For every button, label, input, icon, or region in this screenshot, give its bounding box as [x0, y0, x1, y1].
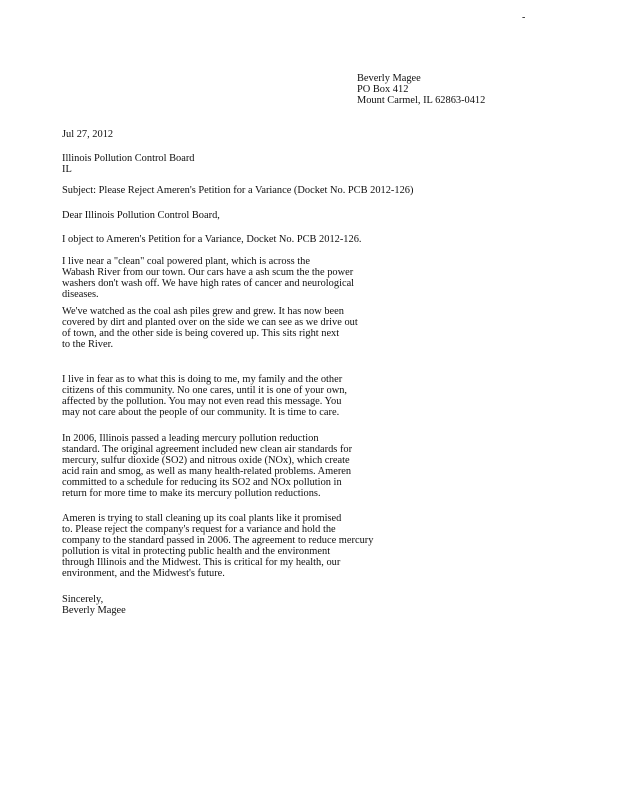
sender-address-line2: Mount Carmel, IL 62863-0412 — [357, 95, 486, 106]
body-paragraph-3 — [62, 306, 358, 350]
sender-address-line1: PO Box 412 — [357, 84, 409, 95]
paragraph-line: affected by the pollution. You may not even read this message. You — [62, 396, 342, 407]
paragraph-line: We've watched as the coal ash piles grew and grew. It has now been — [62, 306, 344, 317]
sender-name: Beverly Magee — [357, 73, 421, 84]
paragraph-line: In 2006, Illinois passed a leading mercury pollution reduction — [62, 433, 319, 444]
recipient-state: IL — [62, 164, 72, 175]
paragraph-line: Ameren is trying to stall cleaning up its coal plants like it promised — [62, 513, 342, 524]
paragraph-line: citizens of this community. No one cares, until it is one of your own, — [62, 385, 348, 396]
paragraph-line: may not care about the people of our community. It is time to care. — [62, 407, 340, 418]
paragraph-line: covered by dirt and planted over on the side we can see as we drive out — [62, 317, 358, 328]
salutation: Dear Illinois Pollution Control Board, — [62, 210, 220, 221]
paragraph-line: I live in fear as to what this is doing to me, my family and the other — [62, 374, 343, 385]
paragraph-line: I live near a "clean" coal powered plant, which is across the — [62, 256, 310, 267]
paragraph-line: to the River. — [62, 339, 114, 350]
paragraph-line: standard. The original agreement included new clean air standards for — [62, 444, 353, 455]
valediction: Sincerely, — [62, 594, 104, 605]
body-paragraph-4 — [62, 374, 347, 418]
paragraph-line: environment, and the Midwest's future. — [62, 568, 225, 579]
body-paragraph-6 — [62, 513, 373, 579]
recipient-block — [62, 153, 195, 175]
subject-line: Subject: Please Reject Ameren's Petition for a Variance (Docket No. PCB 2012-126) — [62, 185, 414, 196]
paragraph-line: of town, and the other side is being covered up. This sits right next — [62, 328, 340, 339]
paragraph-line: I object to Ameren's Petition for a Variance, Docket No. PCB 2012-126. — [62, 234, 362, 245]
body-paragraph-5 — [62, 433, 352, 499]
closing-block — [62, 594, 126, 616]
paragraph-line: acid rain and smog, as well as many health-related problems. Ameren — [62, 466, 352, 477]
paragraph-line: return for more time to make its mercury pollution reductions. — [62, 488, 321, 499]
paragraph-line: washers don't wash off. We have high rates of cancer and neurological — [62, 278, 355, 289]
paragraph-line: to. Please reject the company's request for a variance and hold the — [62, 524, 336, 535]
paragraph-line: Wabash River from our town. Our cars have a ash scum the the power — [62, 267, 354, 278]
sender-address-block — [357, 73, 485, 106]
body-paragraph-2 — [62, 256, 354, 300]
recipient-name: Illinois Pollution Control Board — [62, 153, 195, 164]
signature-name: Beverly Magee — [62, 605, 126, 616]
body-paragraph-1 — [62, 234, 362, 245]
paragraph-line: company to the standard passed in 2006. The agreement to reduce mercury — [62, 535, 374, 546]
paragraph-line: committed to a schedule for reducing its SO2 and NOx pollution in — [62, 477, 342, 488]
paragraph-line: through Illinois and the Midwest. This is critical for my health, our — [62, 557, 341, 568]
paragraph-line: pollution is vital in protecting public health and the environment — [62, 546, 331, 557]
stray-mark: - — [522, 12, 526, 23]
paragraph-line: diseases. — [62, 289, 99, 300]
paragraph-line: mercury, sulfur dioxide (SO2) and nitrous oxide (NOx), which create — [62, 455, 350, 466]
letter-date: Jul 27, 2012 — [62, 129, 114, 140]
